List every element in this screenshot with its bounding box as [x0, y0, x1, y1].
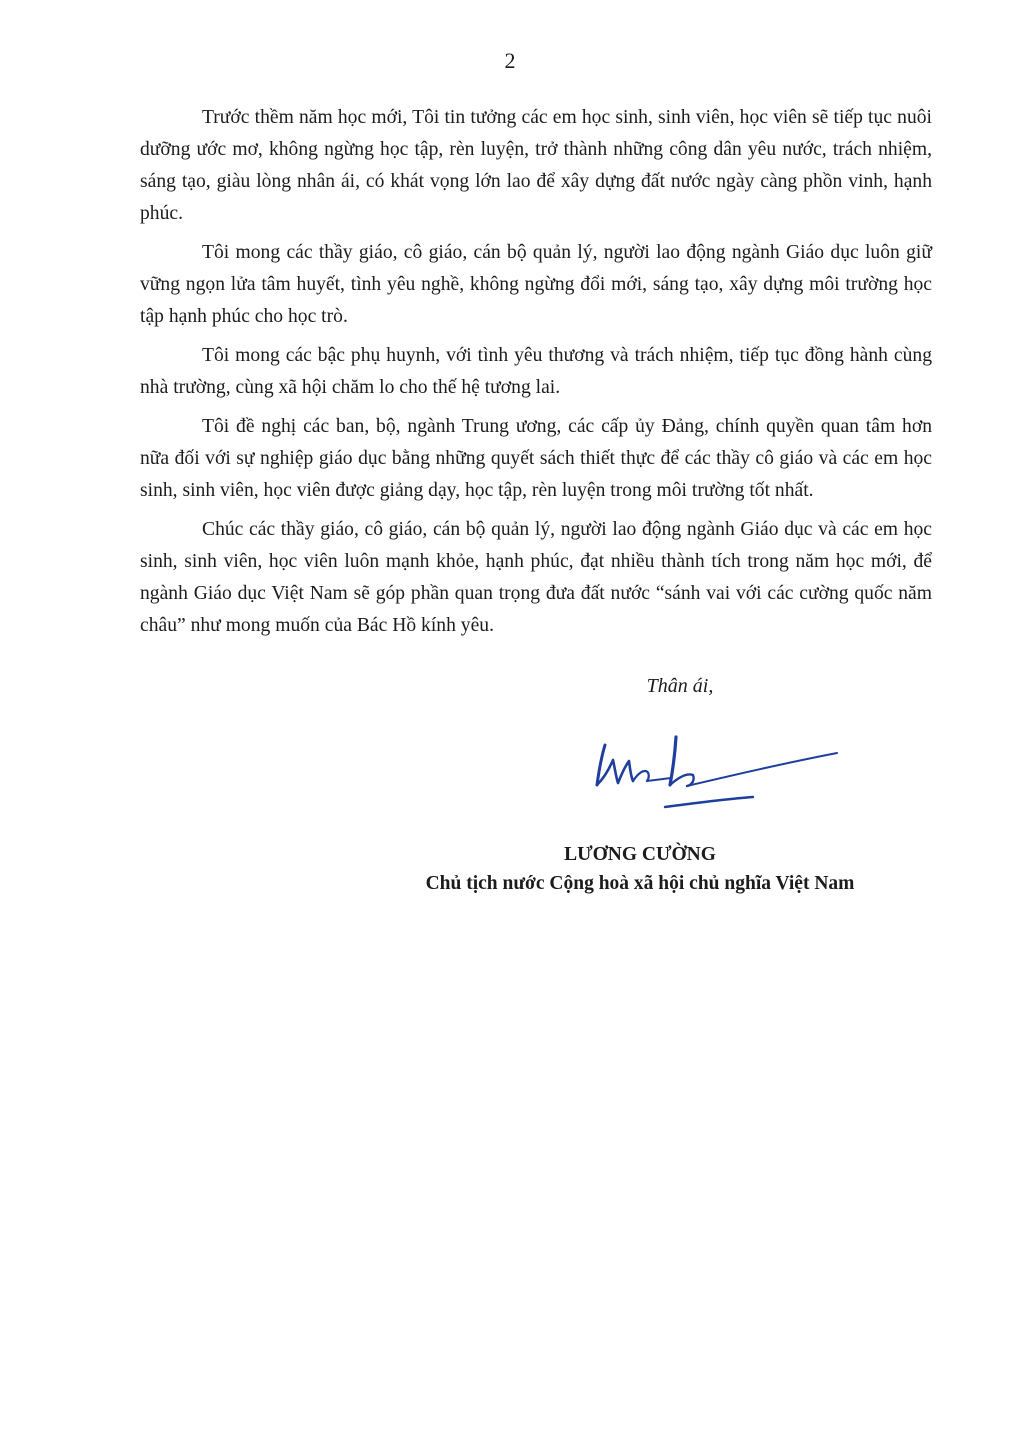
signer-title: Chủ tịch nước Cộng hoà xã hội chủ nghĩa Việt Nam — [425, 873, 855, 894]
paragraph-parents: Tôi mong các bậc phụ huynh, với tình yêu thương và trách nhiệm, tiếp tục đồng hành cùng nhà trường, cùng xã hội chăm lo cho thế hệ tương lai. — [140, 345, 932, 398]
letter-body — [140, 102, 932, 649]
closing-salutation: Thân ái, — [646, 675, 714, 697]
handwritten-signature — [575, 725, 855, 820]
paragraph-authorities: Tôi đề nghị các ban, bộ, ngành Trung ương, các cấp ủy Đảng, chính quyền quan tâm hơn nữa đối với sự nghiệp giáo dục bằng những quyết sách thiết thực để các thầy cô giáo và các em học sinh, sinh viên, học viên được giảng dạy, học tập, rèn luyện trong môi trường tốt nhất. — [140, 416, 932, 501]
paragraph-new-school-year: Trước thềm năm học mới, Tôi tin tưởng các em học sinh, sinh viên, học viên sẽ tiếp tục nuôi dưỡng ước mơ, không ngừng học tập, rèn luyện, trở thành những công dân yêu nước, trách nhiệm, sáng tạo, giàu lòng nhân ái, có khát vọng lớn lao để xây dựng đất nước ngày càng phồn vinh, hạnh phúc. — [140, 107, 932, 224]
signer-name: LƯƠNG CƯỜNG — [564, 844, 716, 865]
paragraph-wishes: Chúc các thầy giáo, cô giáo, cán bộ quản lý, người lao động ngành Giáo dục và các em học sinh, sinh viên, học viên luôn mạnh khỏe, hạnh phúc, đạt nhiều thành tích trong năm học mới, để ngành Giáo dục Việt Nam sẽ góp phần quan trọng đưa đất nước “sánh vai với các cường quốc năm châu” như mong muốn của Bác Hồ kính yêu. — [140, 519, 932, 636]
page-number: 2 — [504, 48, 516, 73]
paragraph-teachers: Tôi mong các thầy giáo, cô giáo, cán bộ quản lý, người lao động ngành Giáo dục luôn giữ vững ngọn lửa tâm huyết, tình yêu nghề, không ngừng đổi mới, sáng tạo, xây dựng môi trường học tập hạnh phúc cho học trò. — [140, 242, 932, 327]
